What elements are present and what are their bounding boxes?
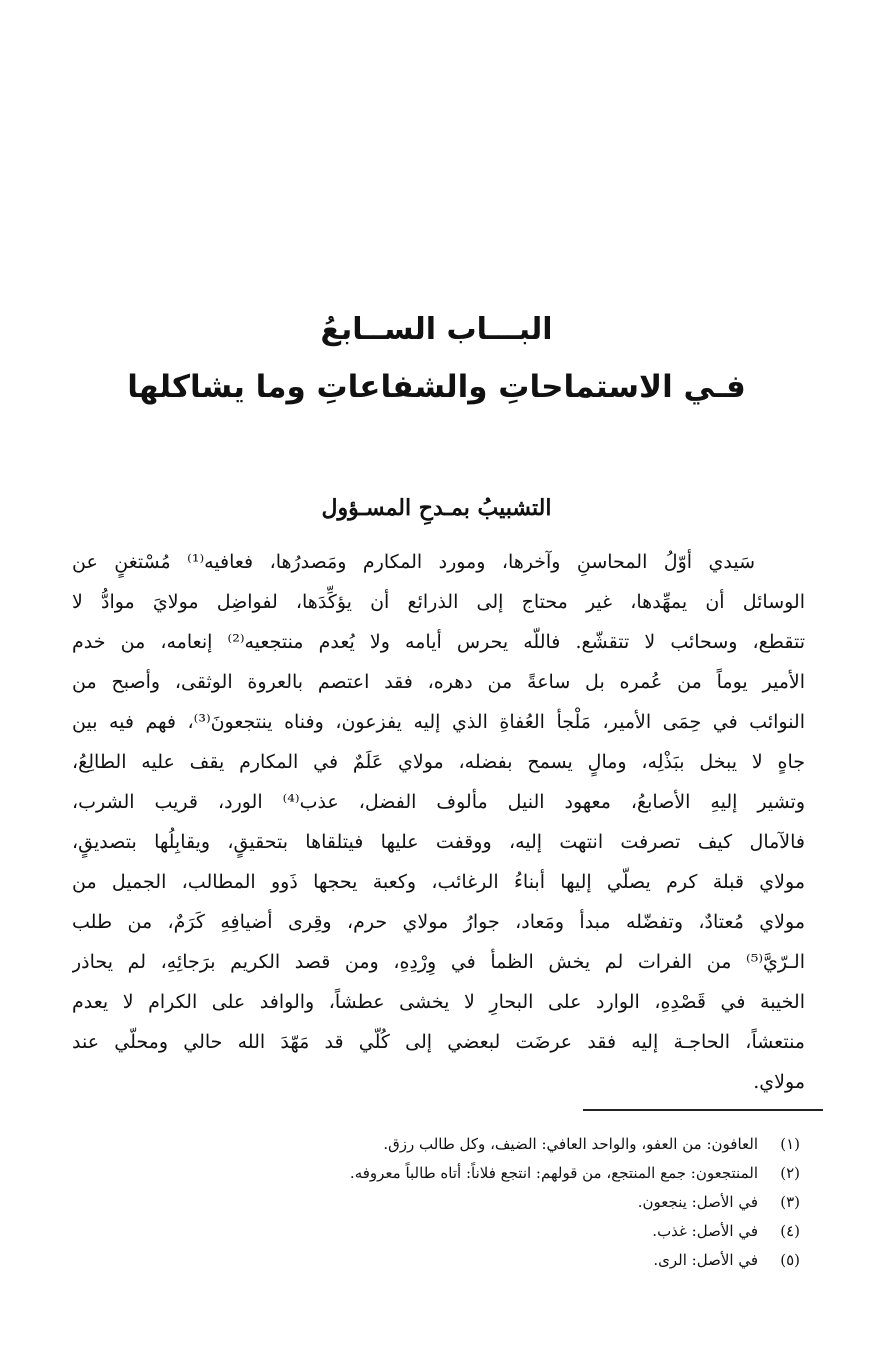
footnote-text: في الأصل: الرى. bbox=[653, 1251, 758, 1269]
body-paragraph bbox=[72, 542, 805, 1102]
footnote-number: (١) bbox=[780, 1135, 800, 1153]
section-heading: التشبيبُ بمـدحِ المسـؤول bbox=[321, 495, 552, 521]
footnote-number: (٢) bbox=[780, 1164, 800, 1182]
footnote-number: (٤) bbox=[780, 1222, 800, 1240]
body-line: الـرّيَّ⁽⁵⁾ من الفرات لم يخش الظمأ في وِرْدِهِ، ومن قصد الكريم برَجائِهِ، لم يحاذر bbox=[72, 951, 805, 973]
footnote-text: المنتجعون: جمع المنتجع، من قولهم: انتجع فلاناً: أتاه طالباً معروفه. bbox=[349, 1164, 758, 1182]
footnote-number: (٥) bbox=[780, 1251, 800, 1269]
body-line: الأمير يوماً من عُمره بل ساعةً من دهره، فقد اعتصم بالعروة الوثقى، وأصبح من bbox=[72, 671, 805, 693]
body-line: جاهٍ لا يبخل ببَذْلِه، ومالٍ يسمح بفضله، مولاي عَلَمٌ في المكارم يقف عليه الطالِعُ، bbox=[72, 751, 805, 773]
footnotes-list bbox=[72, 1130, 800, 1275]
footnote-number: (٣) bbox=[780, 1193, 800, 1211]
footnote-item bbox=[72, 1246, 800, 1275]
footnote-item bbox=[72, 1159, 800, 1188]
footnote-text: العافون: من العفو، والواحد العافي: الضيف، وكل طالب رزق. bbox=[383, 1135, 758, 1153]
body-line: وتشير إليهِ الأصابعُ، معهود النيل مألوف الفضل، عذب⁽⁴⁾ الورد، قريب الشرب، bbox=[72, 791, 805, 813]
body-line: الخيبة في قَصْدِهِ، الوارد على البحارِ لا يخشى عطشاً، والوافد على الكرام لا يعدم bbox=[72, 991, 805, 1013]
body-line: تتقطع، وسحائب لا تتقشّع. فاللّه يحرس أيامه ولا يُعدم منتجعيه⁽²⁾ إنعامه، من خدم bbox=[72, 631, 805, 653]
footnote-text: في الأصل: غذب. bbox=[652, 1222, 758, 1240]
footnote-divider bbox=[583, 1109, 823, 1111]
chapter-number: البـــاب الســابعُ bbox=[320, 312, 553, 347]
body-line: مولاي مُعتادٌ، وتفضّله مبدأ ومَعاد، جوارُ مولاي حرم، وقِرى أضيافِهِ كَرَمٌ، من طلب bbox=[72, 911, 805, 933]
body-line: فالآمال كيف تصرفت انتهت إليه، ووقفت عليها فيتلقاها بتحقيقٍ، ويقابِلُها بتصديقٍ، bbox=[72, 831, 805, 853]
body-line: منتعشاً، الحاجـة إليه فقد عرضَت لبعضي إلى كُلّي قد مَهّدَ الله حالي ومحلّي عند bbox=[72, 1031, 805, 1053]
footnote-text: في الأصل: ينجعون. bbox=[637, 1193, 758, 1211]
body-line: سَيدي أوّلُ المحاسنِ وآخرها، ومورد المكارم ومَصدرُها، فعافيه⁽¹⁾ مُسْتغنٍ عن bbox=[72, 551, 755, 573]
footnote-item bbox=[72, 1217, 800, 1246]
footnote-item bbox=[72, 1188, 800, 1217]
body-line: الوسائل أن يمهِّدها، غير محتاج إلى الذرائع أن يؤكِّدَها، لفواضِل مولايَ موادُّ لا bbox=[72, 591, 805, 613]
chapter-title: فـي الاستماحاتِ والشفاعاتِ وما يشاكلها bbox=[127, 369, 746, 405]
footnote-item bbox=[72, 1130, 800, 1159]
body-line: مولاي قبلة كرم يصلّي إليها أبناءُ الرغائب، وكعبة يحجها ذَوو المطالب، الجميل من bbox=[72, 871, 805, 893]
body-line: النوائب في حِمَى الأمير، مَلْجأ العُفاةِ الذي إليه يفزعون، وفناه ينتجعونَ⁽³⁾، فهم فيه بين bbox=[72, 711, 805, 733]
body-line: مولاي. bbox=[753, 1071, 805, 1093]
